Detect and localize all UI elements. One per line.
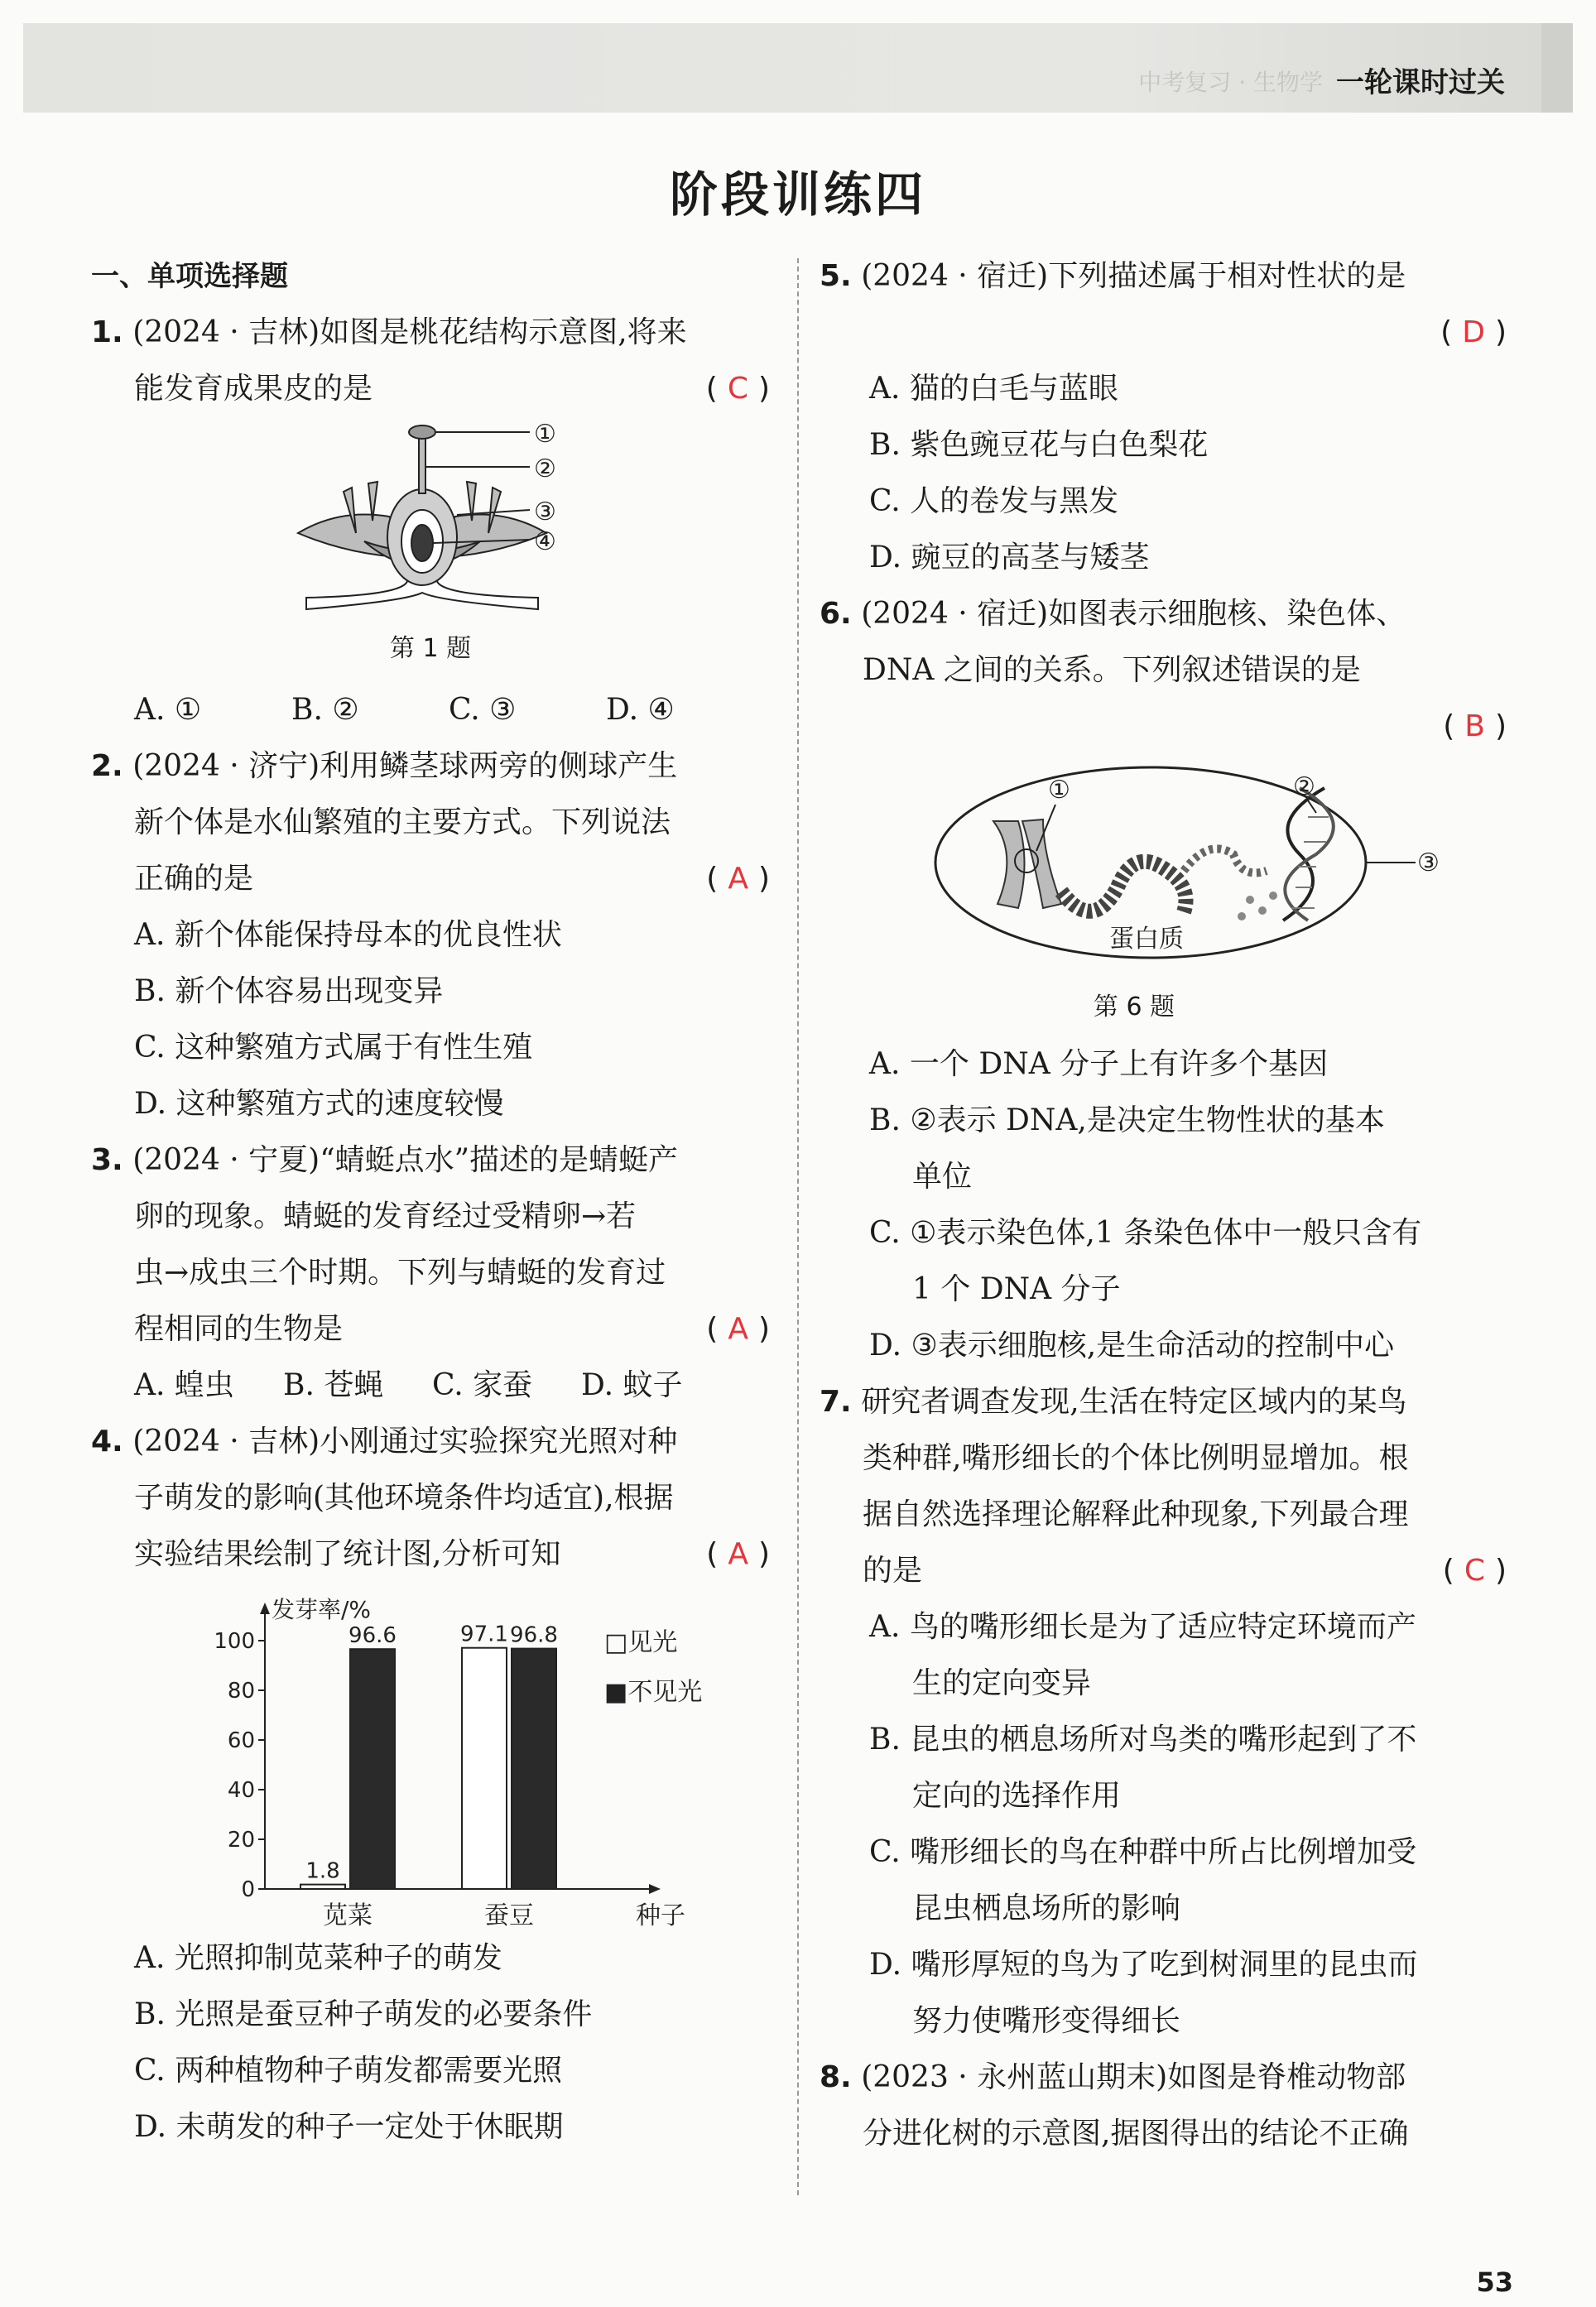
answer-letter: A — [728, 1537, 748, 1571]
answer-bracket: ( A ) — [706, 1312, 770, 1346]
question-stem: (2023 · 永州蓝山期末)如图是脊椎动物部 — [861, 2060, 1406, 2094]
question-8 — [820, 2050, 1507, 2162]
dna-figure — [820, 755, 1507, 995]
options-row — [91, 682, 770, 738]
option-b-cont: 定向的选择作用 — [912, 1779, 1122, 1813]
question-stem: 虫→成虫三个时期。下列与蜻蜓的发育过 — [134, 1256, 666, 1290]
legend-entry: □见光 — [604, 1628, 678, 1657]
answer-bracket: ( B ) — [1443, 709, 1507, 743]
label-1: ① — [1048, 776, 1070, 805]
question-number: 1. — [91, 315, 123, 349]
left-column — [91, 248, 770, 2156]
header-faint-text: 中考复习 · 生物学 — [1138, 69, 1323, 96]
option-a[interactable]: A. 鸟的嘴形细长是为了适应特定环境而产 — [869, 1610, 1416, 1644]
option-b-cont: 单位 — [912, 1160, 973, 1194]
page-title: 阶段训练四 — [669, 166, 926, 223]
option-b[interactable]: B. ②表示 DNA,是决定生物性状的基本 — [869, 1103, 1385, 1137]
answer-bracket: ( A ) — [706, 862, 770, 896]
question-stem: (2024 · 宿迁)下列描述属于相对性状的是 — [861, 259, 1406, 293]
label-4: ④ — [534, 527, 556, 556]
answer-letter: C — [1464, 1554, 1485, 1588]
bar-value-label: 97.1 — [460, 1622, 508, 1647]
question-number: 7. — [820, 1385, 852, 1419]
right-column — [820, 248, 1507, 2162]
option-c[interactable]: C. ①表示染色体,1 条染色体中一般只含有 — [869, 1216, 1422, 1250]
option-d-cont: 努力使嘴形变得细长 — [912, 2004, 1181, 2038]
option-d[interactable]: D. ④ — [606, 693, 675, 727]
option-a[interactable]: A. 一个 DNA 分子上有许多个基因 — [869, 1047, 1329, 1081]
y-tick-label: 0 — [241, 1877, 255, 1902]
question-number: 2. — [91, 749, 123, 783]
question-3 — [91, 1132, 770, 1414]
column-divider — [797, 258, 799, 2195]
nucleus-chromosome-dna-diagram — [820, 755, 1507, 995]
y-tick-label: 80 — [227, 1679, 255, 1704]
option-c[interactable]: C. 两种植物种子萌发都需要光照 — [134, 2054, 563, 2088]
answer-bracket: ( D ) — [1440, 315, 1507, 349]
bar-见光 — [462, 1648, 507, 1889]
option-a[interactable]: A. 猫的白毛与蓝眼 — [869, 372, 1118, 406]
question-stem: 据自然选择理论解释此种现象,下列最合理 — [863, 1497, 1409, 1531]
germination-chart — [91, 1583, 770, 1930]
question-stem: (2024 · 宿迁)如图表示细胞核、染色体、 — [861, 597, 1406, 631]
answer-bracket: ( A ) — [706, 1537, 770, 1571]
y-axis-label: 发芽率/% — [272, 1596, 372, 1623]
option-d[interactable]: D. 未萌发的种子一定处于休眠期 — [134, 2110, 564, 2144]
option-d[interactable]: D. 这种繁殖方式的速度较慢 — [134, 1087, 504, 1121]
answer-letter: A — [728, 1312, 748, 1346]
x-axis-label: 种子 — [636, 1901, 685, 1930]
option-c[interactable]: C. ③ — [449, 693, 517, 727]
question-number: 4. — [91, 1425, 123, 1459]
section-heading: 一、单项选择题 — [91, 260, 288, 293]
option-b[interactable]: B. 紫色豌豆花与白色梨花 — [869, 428, 1209, 462]
option-b[interactable]: B. 苍蝇 — [283, 1368, 384, 1402]
option-b[interactable]: B. 昆虫的栖息场所对鸟类的嘴形起到了不 — [869, 1723, 1417, 1757]
label-3: ③ — [1417, 848, 1440, 877]
question-stem: (2024 · 济宁)利用鳞茎球两旁的侧球产生 — [132, 749, 678, 783]
answer-letter: A — [728, 862, 748, 896]
option-a-cont: 生的定向变异 — [912, 1666, 1092, 1700]
question-stem: 的是 — [863, 1554, 923, 1588]
question-7 — [820, 1374, 1507, 2050]
option-c[interactable]: C. 家蚕 — [432, 1368, 533, 1402]
question-stem: 研究者调查发现,生活在特定区域内的某鸟 — [861, 1385, 1407, 1419]
y-axis-arrow — [260, 1603, 270, 1614]
option-b[interactable]: B. 新个体容易出现变异 — [134, 974, 444, 1008]
option-a[interactable]: A. 蝗虫 — [134, 1368, 234, 1402]
answer-letter: C — [727, 372, 748, 406]
header-corner — [1541, 23, 1573, 113]
answer-letter: B — [1464, 709, 1485, 743]
option-c-cont: 昆虫栖息场所的影响 — [912, 1891, 1181, 1925]
peach-flower-diagram — [91, 417, 770, 632]
bar-value-label: 96.8 — [510, 1622, 558, 1648]
header-section-label: 一轮课时过关 — [1336, 66, 1505, 99]
question-2 — [91, 738, 770, 1132]
question-stem: 卵的现象。蜻蜓的发育经过受精卵→若 — [134, 1199, 637, 1233]
option-b[interactable]: B. 光照是蚕豆种子萌发的必要条件 — [134, 1997, 593, 2031]
question-number: 5. — [820, 259, 852, 293]
option-d[interactable]: D. 嘴形厚短的鸟为了吃到树洞里的昆虫而 — [869, 1948, 1418, 1982]
option-d[interactable]: D. ③表示细胞核,是生命活动的控制中心 — [869, 1329, 1395, 1363]
option-a[interactable]: A. ① — [134, 693, 202, 727]
question-5 — [820, 248, 1507, 586]
peach-flower-figure — [91, 417, 770, 632]
question-4 — [91, 1414, 770, 2156]
question-1 — [91, 305, 770, 738]
question-number: 3. — [91, 1143, 123, 1177]
label-2: ② — [534, 454, 556, 483]
figure-caption: 第 6 题 — [1093, 992, 1175, 1021]
question-stem: 类种群,嘴形细长的个体比例明显增加。根 — [863, 1441, 1409, 1475]
answer-bracket: ( C ) — [705, 372, 770, 406]
question-number: 6. — [820, 597, 852, 631]
bar-见光 — [300, 1885, 345, 1889]
option-a[interactable]: A. 光照抑制苋菜种子的萌发 — [134, 1941, 502, 1975]
question-stem: 程相同的生物是 — [134, 1312, 344, 1346]
question-stem: (2024 · 吉林)小刚通过实验探究光照对种 — [132, 1425, 678, 1459]
x-category-label: 蚕豆 — [484, 1901, 534, 1930]
x-category-label: 苋菜 — [323, 1901, 373, 1930]
x-axis-arrow — [649, 1884, 661, 1894]
page-number: 53 — [1476, 2266, 1513, 2298]
y-tick-label: 40 — [227, 1778, 255, 1803]
bar-value-label: 1.8 — [305, 1858, 340, 1884]
bar-value-label: 96.6 — [349, 1623, 397, 1649]
label-3: ③ — [534, 497, 556, 526]
figure-caption: 第 1 题 — [389, 634, 472, 663]
question-stem: 实验结果绘制了统计图,分析可知 — [134, 1537, 561, 1571]
label-2: ② — [1293, 772, 1315, 801]
question-stem: 能发育成果皮的是 — [134, 372, 373, 406]
option-b[interactable]: B. ② — [291, 693, 359, 727]
y-tick-label: 20 — [227, 1828, 255, 1853]
question-stem: (2024 · 宁夏)“蜻蜓点水”描述的是蜻蜓产 — [132, 1143, 679, 1177]
option-a[interactable]: A. 新个体能保持母本的优良性状 — [134, 918, 562, 952]
answer-letter: D — [1462, 315, 1485, 349]
question-6 — [820, 586, 1507, 1374]
y-tick-label: 60 — [227, 1728, 255, 1753]
option-d[interactable]: D. 蚊子 — [581, 1368, 683, 1402]
bar-chart — [91, 1583, 770, 1930]
bar-不见光 — [350, 1649, 395, 1889]
question-stem: 正确的是 — [134, 862, 254, 896]
question-stem: (2024 · 吉林)如图是桃花结构示意图,将来 — [132, 315, 687, 349]
y-tick-label: 100 — [214, 1629, 255, 1654]
question-stem: DNA 之间的关系。下列叙述错误的是 — [863, 653, 1361, 687]
question-stem: 子萌发的影响(其他环境条件均适宜),根据 — [134, 1481, 674, 1515]
label-1: ① — [534, 420, 556, 449]
option-c[interactable]: C. 人的卷发与黑发 — [869, 484, 1119, 518]
bar-不见光 — [512, 1649, 556, 1889]
option-c[interactable]: C. 这种繁殖方式属于有性生殖 — [134, 1031, 533, 1065]
question-number: 8. — [820, 2060, 852, 2094]
options-row — [91, 1358, 770, 1414]
option-c-cont: 1 个 DNA 分子 — [912, 1272, 1121, 1306]
answer-bracket: ( C ) — [1442, 1554, 1507, 1588]
question-stem: 新个体是水仙繁殖的主要方式。下列说法 — [134, 805, 671, 839]
legend-entry: ■不见光 — [604, 1678, 703, 1707]
question-stem: 分进化树的示意图,据图得出的结论不正确 — [863, 2117, 1409, 2151]
option-c[interactable]: C. 嘴形细长的鸟在种群中所占比例增加受 — [869, 1835, 1417, 1869]
option-d[interactable]: D. 豌豆的高茎与矮茎 — [869, 541, 1150, 574]
protein-label: 蛋白质 — [1109, 925, 1184, 954]
